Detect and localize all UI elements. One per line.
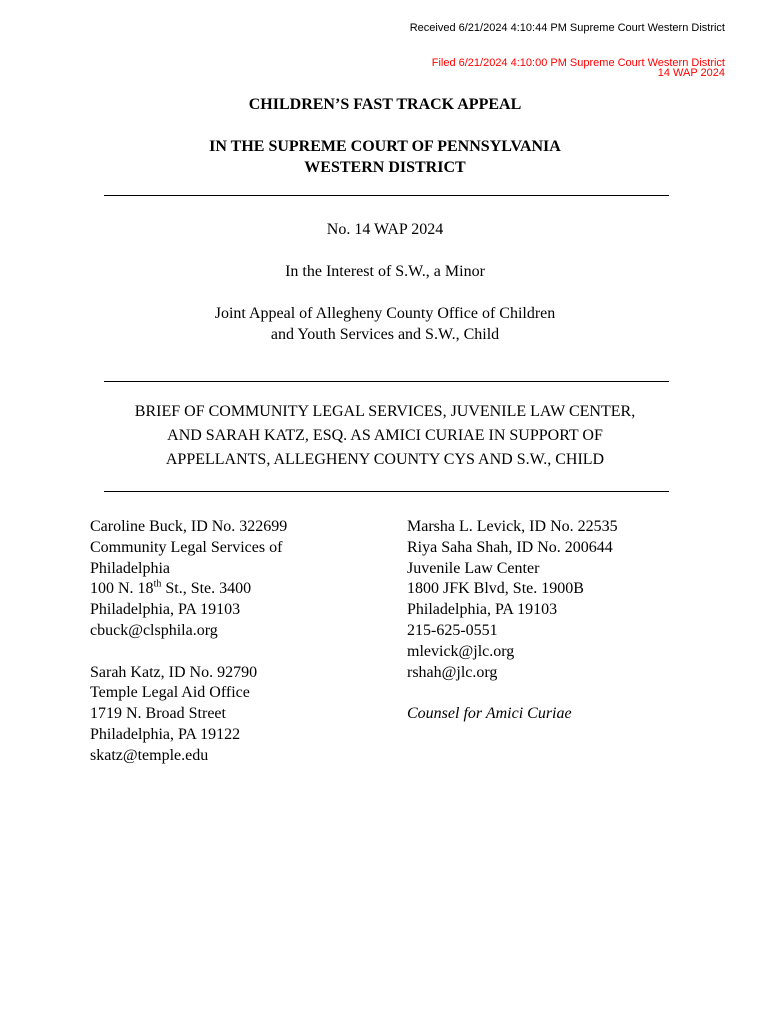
filed-stamp-docket: 14 WAP 2024 xyxy=(657,67,725,79)
brief-title-line: AND SARAH KATZ, ESQ. AS AMICI CURIAE IN SUPPORT OF xyxy=(167,427,603,444)
court-name: IN THE SUPREME COURT OF PENNSYLVANIA xyxy=(209,138,561,155)
counsel-name: Marsha L. Levick, ID No. 22535 xyxy=(407,518,618,535)
counsel-name: Riya Saha Shah, ID No. 200644 xyxy=(407,538,613,556)
counsel-address: 1719 N. Broad Street xyxy=(90,705,226,723)
filed-stamp xyxy=(432,58,725,78)
counsel-address: 1800 JFK Blvd, Ste. 1900B xyxy=(407,580,584,598)
court-district: WESTERN DISTRICT xyxy=(304,159,466,176)
counsel-email: cbuck@clsphila.org xyxy=(90,621,218,639)
counsel-phone: 215-625-0551 xyxy=(407,621,498,639)
counsel-organization: Temple Legal Aid Office xyxy=(90,684,250,702)
received-stamp: Received 6/21/2024 4:10:44 PM Supreme Court Western District xyxy=(409,22,725,34)
counsel-organization: Community Legal Services of xyxy=(90,538,283,556)
counsel-name: Sarah Katz, ID No. 92790 xyxy=(90,663,258,681)
filed-stamp-line: Filed 6/21/2024 4:10:00 PM Supreme Court Western District xyxy=(431,57,725,69)
counsel-role: Counsel for Amici Curiae xyxy=(407,705,572,723)
fast-track-heading: CHILDREN’S FAST TRACK APPEAL xyxy=(248,96,522,113)
counsel-city: Philadelphia, PA 19122 xyxy=(90,725,241,743)
counsel-city: Philadelphia, PA 19103 xyxy=(407,601,558,619)
counsel-right-block xyxy=(407,517,618,725)
counsel-email: skatz@temple.edu xyxy=(90,746,209,764)
counsel-organization: Juvenile Law Center xyxy=(407,559,540,577)
brief-title-line: BRIEF OF COMMUNITY LEGAL SERVICES, JUVENILE LAW CENTER, xyxy=(134,403,636,420)
divider-rule xyxy=(104,491,669,492)
counsel-address: 100 N. 18th St., Ste. 3400 xyxy=(90,579,252,598)
appeal-description-line: and Youth Services and S.W., Child xyxy=(270,326,500,343)
counsel-city: Philadelphia, PA 19103 xyxy=(90,601,241,619)
divider-rule xyxy=(104,195,669,196)
counsel-left-block xyxy=(90,517,287,767)
brief-title-line: APPELLANTS, ALLEGHENY COUNTY CYS AND S.W., CHILD xyxy=(165,451,605,468)
counsel-name: Caroline Buck, ID No. 322699 xyxy=(90,518,288,535)
divider-rule xyxy=(104,381,669,382)
case-in-re: In the Interest of S.W., a Minor xyxy=(285,263,485,280)
counsel-email: mlevick@jlc.org xyxy=(407,642,515,660)
docket-number: No. 14 WAP 2024 xyxy=(326,221,444,238)
counsel-organization: Philadelphia xyxy=(90,559,170,577)
counsel-email: rshah@jlc.org xyxy=(407,663,498,681)
appeal-description-line: Joint Appeal of Allegheny County Office of Children xyxy=(214,305,556,322)
